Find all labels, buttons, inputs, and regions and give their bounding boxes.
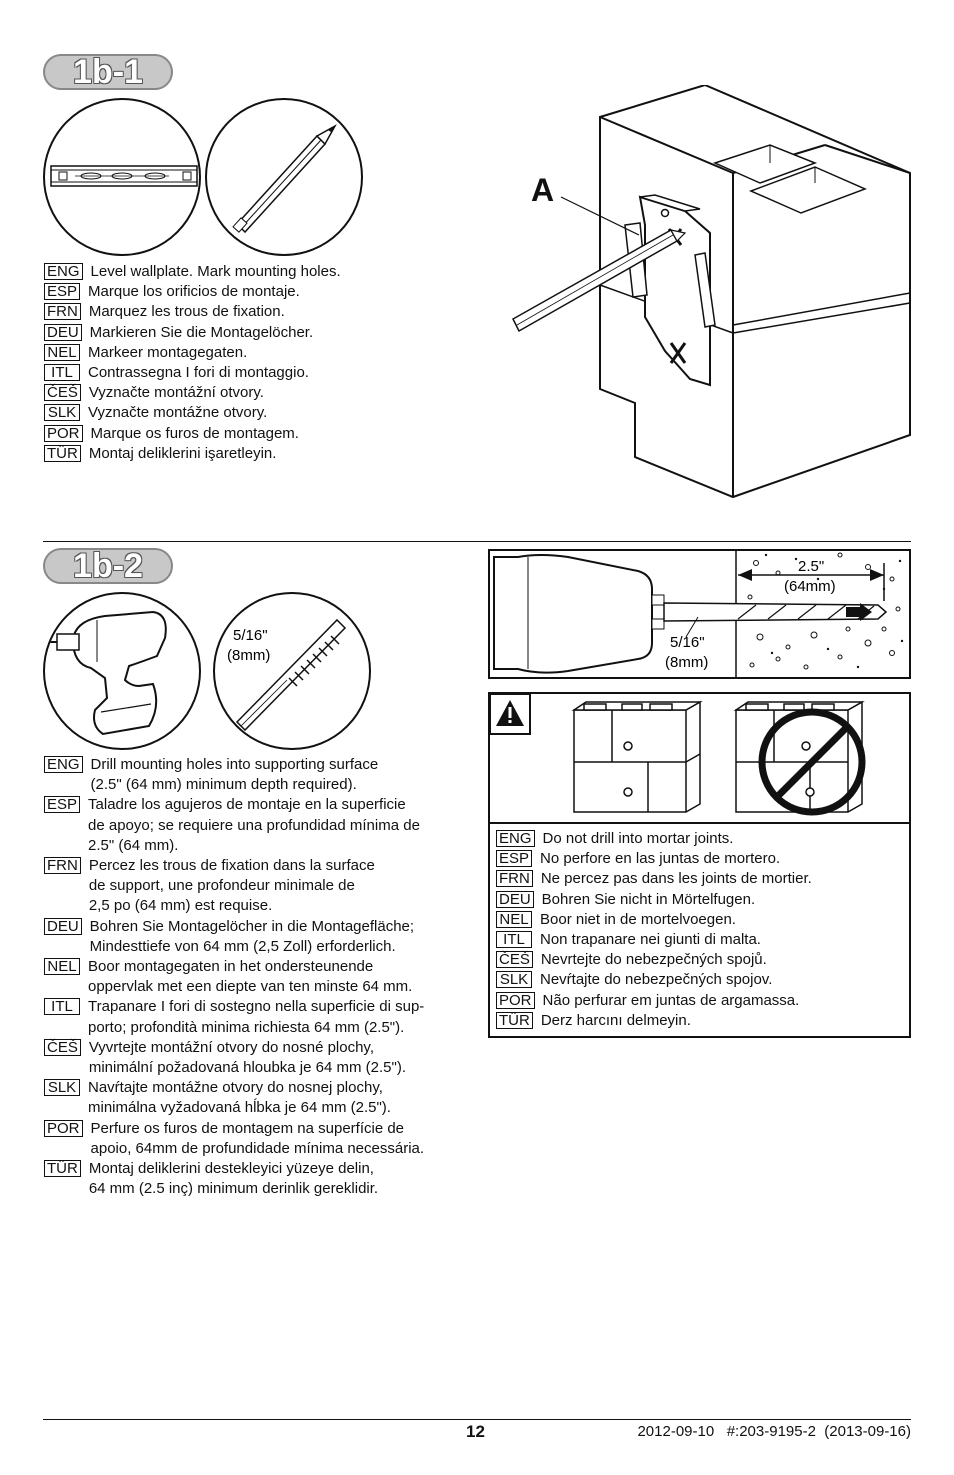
instruction-text: Derz harcını delmeyin. xyxy=(540,1011,691,1029)
instruction-text: Contrassegna I fori di montaggio. xyxy=(88,364,309,382)
bit-size-mm-diagram-label: (8mm) xyxy=(665,654,709,671)
step2-instructions xyxy=(44,755,484,1199)
instruction-text: Level wallplate. Mark mounting holes. xyxy=(90,263,341,280)
instruction-row xyxy=(44,424,444,444)
lang-code: TÜR xyxy=(496,1012,533,1029)
level-icon xyxy=(45,100,199,254)
instruction-row xyxy=(496,869,906,889)
instruction-row xyxy=(44,1159,484,1199)
instruction-row xyxy=(44,383,444,403)
lang-code: FRN xyxy=(44,857,81,874)
level-tool-illustration xyxy=(43,98,201,256)
lang-code: ČEŠ xyxy=(496,951,533,968)
page-number: 12 xyxy=(466,1422,485,1441)
lang-code: POR xyxy=(44,425,83,442)
instruction-row xyxy=(44,403,444,423)
lang-code: DEU xyxy=(44,918,82,935)
instruction-text: Marquez les trous de fixation. xyxy=(88,303,285,321)
bit-size-label: 5/16" xyxy=(233,627,268,644)
lang-code: FRN xyxy=(496,870,533,887)
instruction-row xyxy=(496,829,906,849)
lang-code: ČEŠ xyxy=(44,384,81,401)
depth-mm-label: (64mm) xyxy=(784,578,836,595)
drill-tool-illustration xyxy=(43,592,201,750)
step-1b-2-badge: 1b-2 xyxy=(43,548,173,584)
instruction-row xyxy=(44,856,484,917)
instruction-text: Do not drill into mortar joints. xyxy=(542,830,734,847)
instruction-text: Percez les trous de fixation dans la surface de support, une profondeur minimale de 2,5 po (64 mm) est requise. xyxy=(88,857,375,915)
instruction-row xyxy=(44,957,484,997)
instruction-row xyxy=(44,917,484,957)
instruction-text: Perfure os furos de montagem na superfície de apoio, 64mm de profundidade mínima necessária. xyxy=(90,1119,425,1157)
lang-code: TÜR xyxy=(44,1160,81,1177)
instruction-row xyxy=(496,1011,906,1031)
lang-code: POR xyxy=(496,992,535,1009)
instruction-row xyxy=(44,1078,484,1118)
instruction-row xyxy=(496,950,906,970)
instruction-text: Bohren Sie nicht in Mörtelfugen. xyxy=(541,890,756,908)
instruction-text: Boor niet in de mortelvoegen. xyxy=(540,910,736,928)
drill-depth-diagram xyxy=(488,549,911,679)
instruction-row xyxy=(496,849,906,869)
instruction-text: Vyznačte montážní otvory. xyxy=(88,384,264,402)
instruction-text: Trapanare I fori di sostegno nella superficie di sup- porto; profondità minima richiesta 64 mm (2.5"). xyxy=(88,998,425,1036)
lang-code: FRN xyxy=(44,303,81,320)
instruction-text: Bohren Sie Montagelöcher in die Montagefläche; Mindesttiefe von 64 mm (2,5 Zoll) erforderlich. xyxy=(89,917,415,955)
lang-code: TÜR xyxy=(44,445,81,462)
instruction-text: Marque os furos de montagem. xyxy=(90,424,299,442)
section-divider xyxy=(43,541,911,542)
drill-icon xyxy=(45,594,199,748)
bit-size-diagram-label: 5/16" xyxy=(670,634,705,651)
instruction-text: No perfore en las juntas de mortero. xyxy=(540,850,781,868)
instruction-text: Drill mounting holes into supporting surface (2.5" (64 mm) minimum depth required). xyxy=(90,756,379,794)
instruction-row xyxy=(496,890,906,910)
instruction-row xyxy=(44,343,444,363)
lang-code: ENG xyxy=(496,830,535,847)
instruction-text: Montaj deliklerini destekleyici yüzeye delin, 64 mm (2.5 inç) minimum derinlik gereklidir. xyxy=(88,1160,379,1198)
instruction-text: Marque los orificios de montaje. xyxy=(88,283,300,301)
instruction-text: Non trapanare nei giunti di malta. xyxy=(540,931,761,949)
instruction-row xyxy=(44,262,444,282)
lang-code: ITL xyxy=(44,998,80,1015)
instruction-row xyxy=(496,970,906,990)
lang-code: ENG xyxy=(44,263,83,280)
instruction-text: Markieren Sie die Montagelöcher. xyxy=(89,323,314,341)
instruction-row xyxy=(44,323,444,343)
instruction-row xyxy=(496,930,906,950)
instruction-row xyxy=(44,997,484,1037)
lang-code: POR xyxy=(44,1120,83,1137)
bit-size-mm-label: (8mm) xyxy=(227,647,271,664)
warning-illustration xyxy=(490,694,909,824)
instruction-row xyxy=(44,302,444,322)
drill-bit-icon xyxy=(215,594,369,748)
pencil-tool-illustration xyxy=(205,98,363,256)
step-1b-1-badge: 1b-1 xyxy=(43,54,173,90)
instruction-text: Markeer montagegaten. xyxy=(88,343,248,361)
lang-code: ESP xyxy=(496,850,532,867)
instruction-row xyxy=(496,991,906,1011)
step1-instructions xyxy=(44,262,444,464)
lang-code: DEU xyxy=(44,324,82,341)
instruction-text: Nevŕtajte do nebezpečných spojov. xyxy=(540,971,773,989)
lang-code: DEU xyxy=(496,891,534,908)
instruction-text: Ne percez pas dans les joints de mortier. xyxy=(540,870,812,888)
warning-instructions xyxy=(496,829,906,1031)
lang-code: SLK xyxy=(44,404,80,421)
instruction-text: Vyznačte montážne otvory. xyxy=(88,404,268,422)
lang-code: ITL xyxy=(44,364,80,381)
instruction-row xyxy=(496,910,906,930)
pencil-icon xyxy=(207,100,361,254)
lang-code: ESP xyxy=(44,283,80,300)
lang-code: NEL xyxy=(496,911,532,928)
lang-code: ČEŠ xyxy=(44,1039,81,1056)
lang-code: ITL xyxy=(496,931,532,948)
instruction-text: Taladre los agujeros de montaje en la superficie de apoyo; se requiere una profundidad mínima de 2.5" (64 mm). xyxy=(88,796,420,854)
lang-code: NEL xyxy=(44,958,80,975)
mortar-warning-box xyxy=(488,692,911,1038)
instruction-text: Vyvrtejte montážní otvory do nosné plochy, minimální požadovaná hloubka je 64 mm (2.5"). xyxy=(88,1038,406,1077)
instruction-text: Nevrtejte do nebezpečných spojů. xyxy=(540,951,767,969)
instruction-row xyxy=(44,363,444,383)
footer-rule xyxy=(43,1419,911,1420)
lang-code: ENG xyxy=(44,756,83,773)
document-info: 2012-09-10 #:203-9195-2 (2013-09-16) xyxy=(637,1423,911,1440)
instruction-text: Montaj deliklerini işaretleyin. xyxy=(88,444,277,462)
instruction-row xyxy=(44,282,444,302)
lang-code: SLK xyxy=(496,971,532,988)
lang-code: SLK xyxy=(44,1079,80,1096)
drill-bit-illustration xyxy=(213,592,371,750)
instruction-text: Navŕtajte montážne otvory do nosnej plochy, minimálna vyžadovaná hĺbka je 64 mm (2.5"). xyxy=(88,1079,391,1117)
callout-a-label: A xyxy=(531,172,555,208)
instruction-row xyxy=(44,795,484,856)
instruction-text: Boor montagegaten in het ondersteunende oppervlak met een diepte van ten minste 64 mm. xyxy=(88,958,413,996)
instruction-row xyxy=(44,1119,484,1159)
instruction-text: Não perfurar em juntas de argamassa. xyxy=(542,991,800,1009)
lang-code: NEL xyxy=(44,344,80,361)
instruction-row xyxy=(44,1038,484,1078)
instruction-row xyxy=(44,755,484,795)
instruction-row xyxy=(44,444,444,464)
wallplate-on-block-illustration xyxy=(505,85,915,505)
depth-label: 2.5" xyxy=(798,558,825,575)
lang-code: ESP xyxy=(44,796,80,813)
